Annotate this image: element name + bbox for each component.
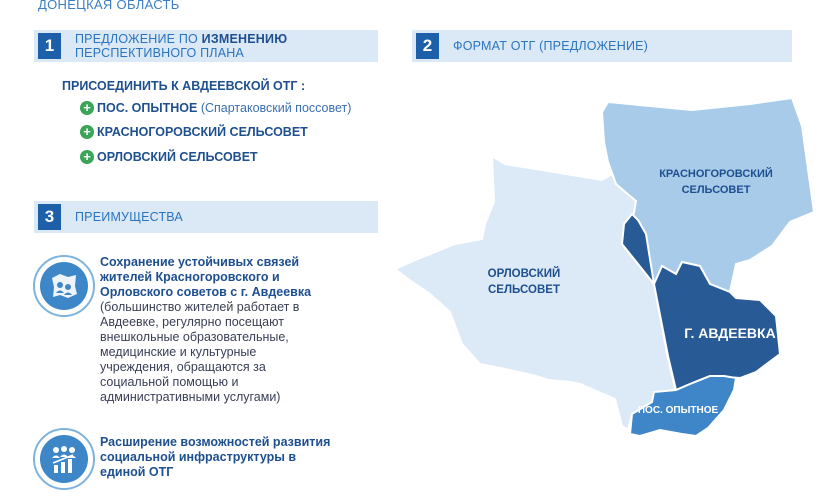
section-1-title-line2: ПЕРСПЕКТИВНОГО ПЛАНА xyxy=(75,46,245,60)
label-orlovsky: ОРЛОВСКИЙ xyxy=(487,268,561,280)
advantage-1-line: учреждения, обращаются за xyxy=(100,360,266,374)
advantage-2-text xyxy=(100,435,330,480)
advantage-2-bold-line: социальной инфраструктуры в xyxy=(100,450,297,464)
plus-icon: + xyxy=(80,101,94,115)
join-item-krasnogorovsky xyxy=(80,125,308,139)
label-opytnoe: ПОС. ОПЫТНОЕ xyxy=(637,405,719,416)
advantage-1-bold-line: Сохранение устойчивых связей xyxy=(100,255,300,269)
section-3-bar xyxy=(34,201,378,233)
join-item-note: (Спартаковский поссовет) xyxy=(200,101,352,115)
people-growth-icon xyxy=(33,428,95,490)
section-3-number: 3 xyxy=(38,204,61,230)
advantage-1-line: административными услугами) xyxy=(100,390,281,404)
advantage-1-line: медицинские и культурные xyxy=(100,345,257,359)
advantage-2-bold-line: Расширение возможностей развития xyxy=(100,435,331,449)
join-item-label: КРАСНОГОРОВСКИЙ СЕЛЬСОВЕТ xyxy=(97,125,308,139)
section-2-bar xyxy=(412,30,792,62)
section-2-title: ФОРМАТ ОТГ (ПРЕДЛОЖЕНИЕ) xyxy=(453,39,649,53)
region-title: ДОНЕЦКАЯ ОБЛАСТЬ xyxy=(38,0,180,12)
advantage-1-text xyxy=(100,255,311,405)
label-krasnogorovsky-2: СЕЛЬСОВЕТ xyxy=(681,184,751,196)
join-heading: ПРИСОЕДИНИТЬ К АВДЕЕВСКОЙ ОТГ : xyxy=(62,79,306,93)
map-people-icon xyxy=(33,255,95,317)
join-item-orlovsky xyxy=(80,150,258,164)
section-1-title-part1: ПРЕДЛОЖЕНИЕ ПО xyxy=(75,32,202,46)
section-3-title: ПРЕИМУЩЕСТВА xyxy=(75,210,183,224)
section-2-number: 2 xyxy=(416,33,439,59)
label-avdeevka: Г. АВДЕЕВКА xyxy=(684,325,776,341)
advantage-1-line: внешкольные образовательные, xyxy=(100,330,289,344)
plus-icon: + xyxy=(80,125,94,139)
otg-map xyxy=(390,84,820,504)
join-item-opytnoe xyxy=(80,101,351,115)
advantage-1-bold-line: Орловского советов с г. Авдеевка xyxy=(100,285,312,299)
advantage-1-bold-line: жителей Красногоровского и xyxy=(100,270,280,284)
label-orlovsky-2: СЕЛЬСОВЕТ xyxy=(488,284,560,296)
advantage-1-line: (большинство жителей работает в xyxy=(100,300,300,314)
plus-icon: + xyxy=(80,150,94,164)
advantage-1-line: социальной помощью и xyxy=(100,375,239,389)
advantage-1-line: Авдеевке, регулярно посещают xyxy=(100,315,284,329)
section-1-title-bold: ИЗМЕНЕНИЮ xyxy=(201,32,288,46)
join-item-label: ПОС. ОПЫТНОЕ xyxy=(97,101,198,115)
section-1-number: 1 xyxy=(38,33,61,59)
label-krasnogorovsky: КРАСНОГОРОВСКИЙ xyxy=(659,168,773,180)
section-1-title xyxy=(75,32,287,60)
advantage-2-bold-line: единой ОТГ xyxy=(100,465,174,479)
section-1-bar xyxy=(34,30,378,62)
join-item-label: ОРЛОВСКИЙ СЕЛЬСОВЕТ xyxy=(97,150,258,164)
